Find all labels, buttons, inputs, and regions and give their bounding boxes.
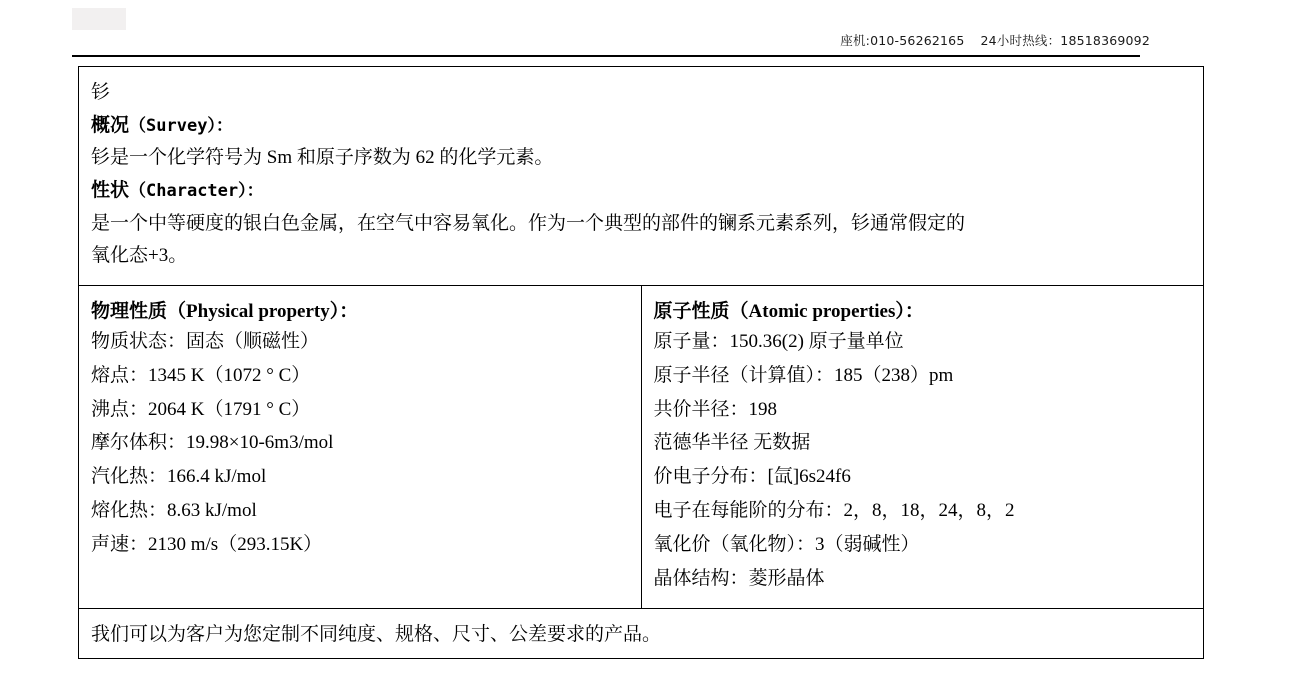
- survey-heading: [91, 110, 1191, 143]
- list-item: 熔化热：8.63 kJ/mol: [91, 500, 257, 522]
- physical-property-cell: [79, 286, 642, 609]
- character-heading-en: （Character）：: [129, 181, 264, 202]
- list-item: 范德华半径 无数据: [653, 432, 811, 454]
- character-text-line2: 氧化态+3。: [91, 245, 188, 267]
- footer-note: 我们可以为客户为您定制不同纯度、规格、尺寸、公差要求的产品。: [91, 623, 662, 645]
- physical-heading-en: （Physical property）：: [167, 301, 359, 323]
- page-header: [0, 0, 1302, 58]
- header-phone: 座机:010-56262165: [840, 33, 965, 48]
- character-heading-cn: 性状: [91, 180, 130, 202]
- list-item: 物质状态：固态（顺磁性）: [91, 331, 320, 353]
- list-item: 氧化价（氧化物）：3（弱碱性）: [653, 533, 920, 555]
- list-item: 原子量：150.36(2) 原子量单位: [653, 331, 904, 353]
- physical-heading: [91, 296, 629, 323]
- list-item: 晶体结构：菱形晶体: [653, 567, 825, 589]
- list-item: 电子在每能阶的分布：2，8，18，24，8，2: [653, 500, 1015, 522]
- physical-heading-cn: 物理性质: [91, 301, 168, 323]
- company-logo: [72, 8, 126, 30]
- atomic-heading-cn: 原子性质: [653, 301, 730, 323]
- element-spec-table: [78, 66, 1204, 659]
- physical-property-list: [91, 325, 629, 562]
- header-hotline: 24小时热线：18518369092: [980, 33, 1150, 48]
- list-item: 沸点：2064 K（1791 ° C）: [91, 398, 311, 420]
- list-item: 原子半径（计算值）：185（238）pm: [653, 364, 954, 386]
- list-item: 熔点：1345 K（1072 ° C）: [91, 364, 311, 386]
- survey-cell: [79, 67, 1204, 286]
- list-item: 汽化热：166.4 kJ/mol: [91, 466, 267, 488]
- table-row-footer: [79, 608, 1204, 658]
- atomic-property-cell: [641, 286, 1204, 609]
- list-item: 共价半径：198: [653, 398, 778, 420]
- character-heading: [91, 175, 1191, 208]
- atomic-heading-en: （Atomic properties）：: [729, 301, 924, 323]
- list-item: 价电子分布：[氙]6s24f6: [653, 466, 851, 488]
- atomic-heading: [654, 296, 1192, 323]
- atomic-property-list: [654, 325, 1192, 596]
- table-row-survey: [79, 67, 1204, 286]
- character-text-line1: 是一个中等硬度的银白色金属，在空气中容易氧化。作为一个典型的部件的镧系元素系列，钐通常假定的: [91, 212, 966, 234]
- footer-note-cell: [79, 608, 1204, 658]
- list-item: 声速：2130 m/s（293.15K）: [91, 533, 323, 555]
- table-row-properties: [79, 286, 1204, 609]
- header-contact-info: [840, 31, 1150, 49]
- survey-heading-cn: 概况: [91, 114, 130, 136]
- survey-text: 钐是一个化学符号为 Sm 和原子序数为 62 的化学元素。: [91, 147, 554, 169]
- list-item: 摩尔体积：19.98×10-6m3/mol: [91, 432, 334, 454]
- header-divider: [72, 55, 1140, 57]
- element-name: 钐: [91, 82, 111, 103]
- survey-heading-en: （Survey）：: [129, 115, 233, 136]
